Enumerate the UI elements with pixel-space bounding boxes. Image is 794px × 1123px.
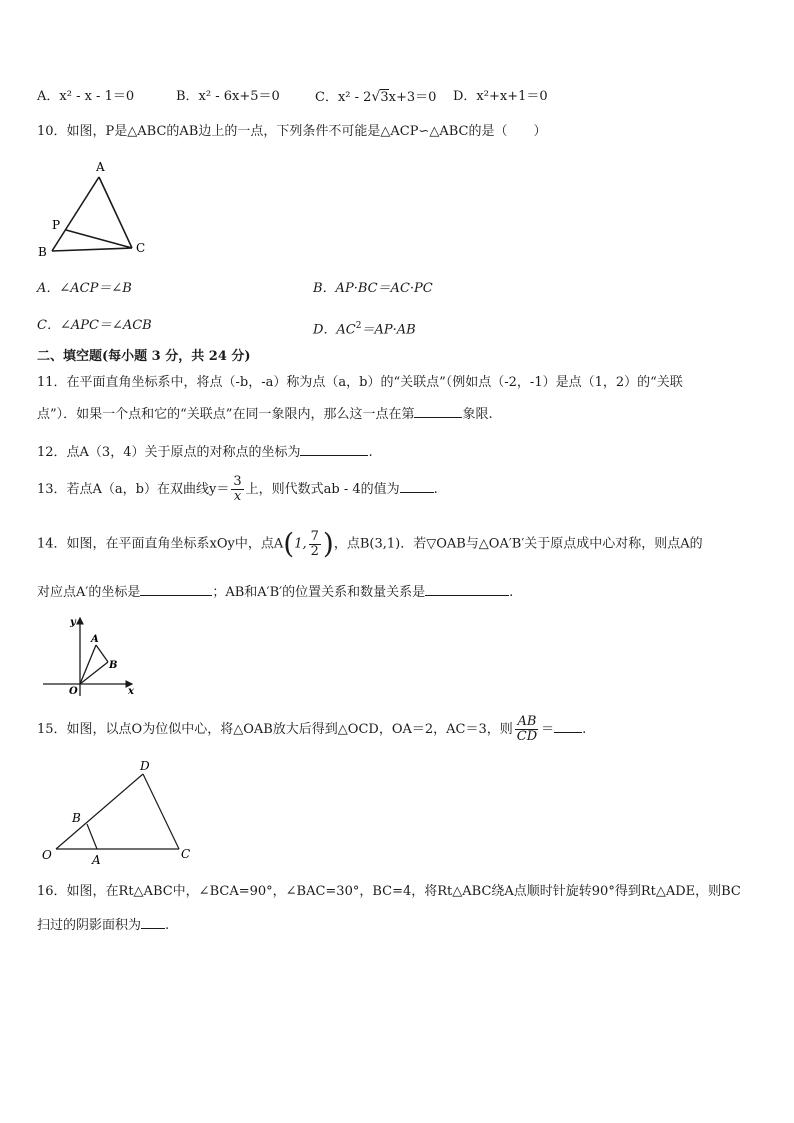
q14-coordinate-figure [38, 612, 148, 700]
label-a: A [92, 853, 101, 867]
label-p: P [52, 218, 61, 232]
q10-option-a [37, 279, 132, 299]
q14-line2-post: . [509, 585, 514, 600]
q14-mid: ，点B(3,1)．若▽OAB与△OA′B′关于原点成中心对称，则点A的 [333, 536, 703, 552]
q9-option-a: A．x² - x - 1＝0 [37, 89, 135, 104]
q10-option-d-sup: 2 [355, 321, 362, 331]
label-o: O [42, 848, 52, 862]
q15-end: . [582, 722, 587, 737]
q11-line2 [37, 403, 493, 425]
q10-option-b-text: B．AP·BC＝AC·PC [313, 281, 433, 296]
q9-option-d: D．x²+x+1＝0 [453, 89, 548, 104]
segment-ab [96, 645, 108, 662]
q9-option-c-pre: C．x² - 2 [315, 90, 372, 105]
label-a: A [96, 160, 105, 174]
q16-line2-post: . [165, 918, 170, 933]
q10-option-d-post: ＝AP·AB [361, 322, 416, 338]
q9-option-d-wrap [453, 87, 548, 107]
q9-option-b: B．x² - 6x+5＝0 [176, 89, 280, 104]
q10-option-b [313, 279, 433, 299]
q15-post: ＝ [541, 722, 555, 737]
label-x: x [128, 686, 134, 697]
q13-post: 上，则代数式ab - 4的值为 [245, 482, 400, 497]
q15-frac-den: CD [516, 729, 538, 744]
q11-line2-pre: 点”）．如果一个点和它的“关联点”在同一象限内，那么这一点在第 [37, 407, 415, 422]
q11-line2-post: 象限. [462, 407, 493, 422]
sqrt-symbol: √ [371, 89, 381, 105]
label-y: y [70, 617, 76, 628]
q14-line2-mid: ；AB和A′B′的位置关系和数量关系是 [212, 585, 426, 600]
q16-line2-pre: 扫过的阴影面积为 [37, 918, 142, 933]
q9-option-c-post: x+3＝0 [388, 90, 437, 105]
q13-frac-den: x [233, 489, 242, 504]
label-a: A [91, 634, 99, 645]
q15-fraction [515, 715, 539, 744]
segment-od [56, 774, 143, 849]
q10-text: 10．如图，P是△ABC的AB边上的一点，下列条件不可能是△ACP∽△ABC的是（ ） [37, 124, 547, 139]
q16-line1: 16．如图，在Rt△ABC中，∠BCA=90°，∠BAC=30°，BC=4，将Rt△ABC绕A点顺时针旋转90°得到Rt△ADE，则BC [37, 884, 741, 899]
label-b: B [38, 245, 47, 259]
q13-pre: 13．若点A（a，b）在双曲线y＝ [37, 482, 230, 497]
q14-fraction [309, 530, 321, 559]
q13-answer-blank [400, 478, 434, 493]
q15-pre: 15．如图，以点O为位似中心，将△OAB放大后得到△OCD，OA＝2，AC＝3，则 [37, 722, 513, 737]
q12-line [37, 441, 373, 463]
label-b: B [72, 811, 81, 825]
q9-option-c-radicand: 3 [380, 90, 389, 105]
q10-triangle-figure [30, 155, 160, 265]
segment-bc [52, 248, 132, 251]
section-2-title: 二、填空题(每小题 3 分，共 24 分) [37, 349, 251, 364]
q15-frac-num: AB [517, 714, 537, 729]
segment-ab [52, 177, 99, 251]
q9-options [37, 87, 134, 107]
q14-frac-num: 7 [310, 528, 319, 544]
label-c: C [181, 847, 191, 861]
q12-answer-blank [300, 441, 368, 456]
q10-option-c-text: C．∠APC＝∠ACB [37, 318, 152, 333]
label-b: B [109, 660, 118, 671]
segment-pc [66, 230, 132, 248]
q15-answer-blank [554, 718, 582, 733]
segment-dc [143, 774, 179, 849]
q11-answer-blank [414, 403, 462, 418]
label-c: C [136, 241, 146, 255]
q14-point-a-x: 1, [294, 536, 307, 552]
q13-end: . [433, 482, 438, 497]
q14-answer-blank-2 [425, 581, 509, 596]
q10-option-a-text: A．∠ACP＝∠B [37, 281, 132, 296]
q10-option-d [313, 316, 416, 340]
q15-line [37, 712, 586, 748]
label-d: D [140, 759, 150, 773]
q14-answer-blank-1 [140, 581, 212, 596]
q13-fraction [231, 475, 243, 504]
q14-pre: 14．如图，在平面直角坐标系xOy中，点A [37, 536, 284, 552]
q15-similar-triangles-figure [36, 758, 206, 868]
q9-option-c-wrap [315, 87, 436, 108]
q9-option-b-wrap [176, 87, 280, 107]
q14-line1 [37, 526, 703, 563]
q14-line2-pre: 对应点A′的坐标是 [37, 585, 141, 600]
q13-frac-num: 3 [233, 474, 242, 489]
q14-paren-close: ) [322, 527, 334, 560]
segment-ac [99, 177, 132, 248]
q14-frac-den: 2 [310, 543, 319, 559]
q12-post: . [368, 445, 373, 460]
q16-line2 [37, 914, 169, 936]
q10-option-c [37, 316, 152, 336]
q14-line2 [37, 581, 513, 603]
q10-option-d-pre: D．AC [313, 322, 356, 338]
q16-answer-blank [141, 914, 165, 929]
label-o: O [69, 686, 78, 697]
q14-paren-open: ( [283, 527, 295, 560]
segment-ba [87, 824, 97, 849]
q13-line [37, 473, 438, 507]
q12-pre: 12．点A（3，4）关于原点的对称点的坐标为 [37, 445, 301, 460]
q11-line1: 11．在平面直角坐标系中，将点（-b，-a）称为点（a，b）的“关联点”（例如点（-2，-1）是点（1，2）的“关联 [37, 375, 683, 390]
